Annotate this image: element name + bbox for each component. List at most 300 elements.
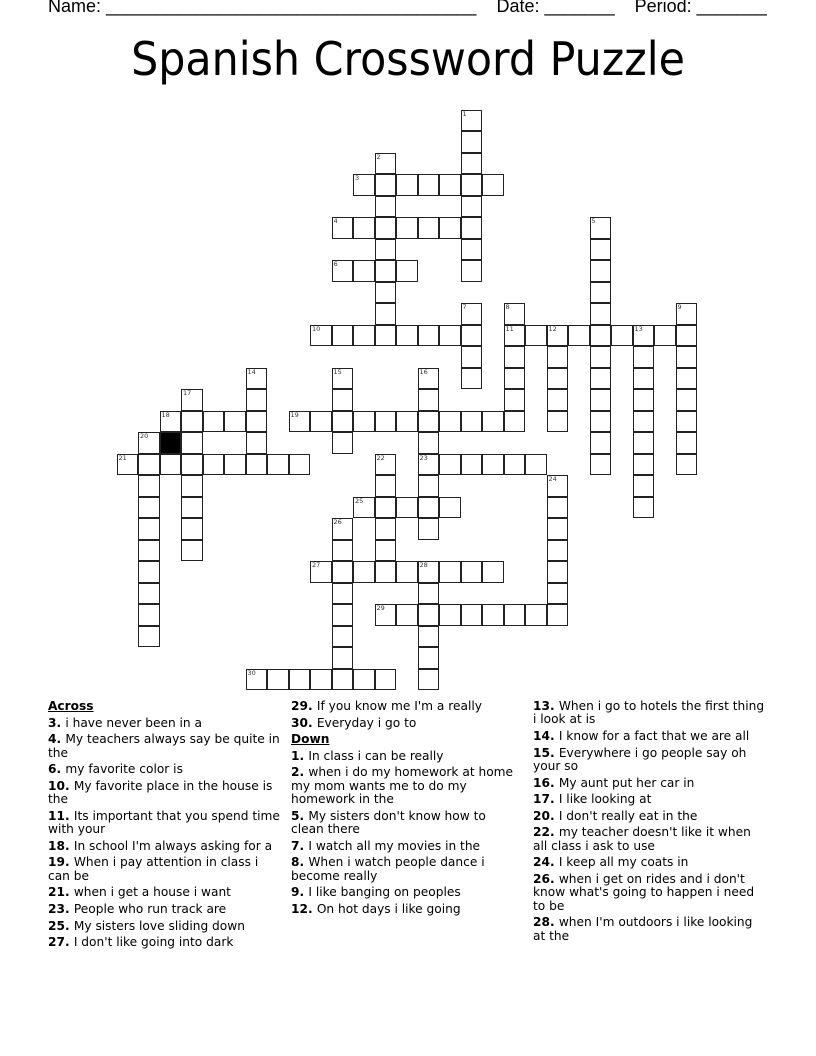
grid-cell[interactable] <box>439 174 461 196</box>
grid-cell[interactable] <box>375 153 397 175</box>
grid-cell[interactable] <box>418 647 440 669</box>
clue-number: 26 <box>333 518 342 526</box>
grid-cell[interactable] <box>138 432 160 454</box>
grid-cell[interactable] <box>375 669 397 691</box>
grid-cell[interactable] <box>289 454 311 476</box>
grid-cell[interactable] <box>375 604 397 626</box>
grid-cell[interactable] <box>332 604 354 626</box>
grid-cell[interactable] <box>461 110 483 132</box>
clue-number: 18 <box>161 410 170 419</box>
grid-cell[interactable] <box>332 647 354 669</box>
clue-number: 25 <box>355 496 364 505</box>
grid-cell[interactable] <box>461 303 483 325</box>
clue-item-text: If you know me I'm a really <box>316 699 482 713</box>
grid-cell[interactable] <box>246 389 268 411</box>
clue-item-number: 9. <box>291 885 309 900</box>
clue-item-text: my favorite color is <box>65 762 183 777</box>
grid-cell[interactable] <box>439 604 461 626</box>
clue-number: 30 <box>247 668 256 677</box>
grid-cell[interactable] <box>590 368 612 390</box>
clue-number: 29 <box>376 604 385 612</box>
grid-cell[interactable] <box>181 518 203 540</box>
grid-cell[interactable] <box>547 604 569 626</box>
grid-cell[interactable] <box>439 325 461 347</box>
black-cell <box>160 432 182 454</box>
grid-cell[interactable] <box>504 411 526 433</box>
grid-cell[interactable] <box>676 454 698 476</box>
grid-cell[interactable] <box>504 454 526 476</box>
grid-cell[interactable] <box>439 411 461 433</box>
clue-number: 16 <box>419 367 428 376</box>
grid-cell[interactable] <box>418 432 440 454</box>
clue-item-text: I watch all my movies in the <box>308 838 481 853</box>
grid-cell[interactable] <box>310 669 332 691</box>
clue-item <box>48 920 280 933</box>
clue-item-number: 12. <box>291 901 317 916</box>
grid-cell[interactable] <box>418 325 440 347</box>
clue-item-number: 21. <box>48 885 74 900</box>
grid-cell[interactable] <box>611 325 633 347</box>
grid-cell[interactable] <box>547 540 569 562</box>
clue-item-number: 27. <box>48 935 74 950</box>
grid-cell[interactable] <box>676 432 698 454</box>
clue-item <box>48 717 280 730</box>
clue-item <box>48 763 280 776</box>
clue-number: 9 <box>677 303 682 311</box>
grid-cell[interactable] <box>375 411 397 433</box>
clue-item-number: 13. <box>533 699 559 713</box>
clue-item-text: My sisters love sliding down <box>73 918 245 933</box>
grid-cell[interactable] <box>590 282 612 304</box>
clue-item-number: 17. <box>533 792 559 807</box>
grid-cell[interactable] <box>418 368 440 390</box>
grid-cell[interactable] <box>461 411 483 433</box>
grid-cell[interactable] <box>676 325 698 347</box>
grid-cell[interactable] <box>676 411 698 433</box>
grid-cell[interactable] <box>332 669 354 691</box>
grid-cell[interactable] <box>547 518 569 540</box>
grid-cell[interactable] <box>396 604 418 626</box>
grid-cell[interactable] <box>461 368 483 390</box>
grid-cell[interactable] <box>590 217 612 239</box>
grid-cell[interactable] <box>138 518 160 540</box>
clue-item-text: My sisters don't know how to clean there <box>291 808 486 837</box>
grid-cell[interactable] <box>332 389 354 411</box>
grid-cell[interactable] <box>353 325 375 347</box>
grid-cell[interactable] <box>590 239 612 261</box>
clue-item-number: 7. <box>291 838 309 853</box>
clue-item <box>533 747 768 774</box>
grid-cell[interactable] <box>418 518 440 540</box>
grid-cell[interactable] <box>482 174 504 196</box>
clue-number: 23 <box>419 453 428 462</box>
grid-cell[interactable] <box>375 196 397 218</box>
clue-item <box>533 730 768 743</box>
grid-cell[interactable] <box>181 497 203 519</box>
grid-cell[interactable] <box>353 174 375 196</box>
grid-cell[interactable] <box>332 411 354 433</box>
grid-cell[interactable] <box>504 346 526 368</box>
grid-cell[interactable] <box>676 303 698 325</box>
grid-cell[interactable] <box>633 346 655 368</box>
clue-item-number: 22. <box>533 825 559 840</box>
grid-cell[interactable] <box>353 260 375 282</box>
clue-item-number: 23. <box>48 901 74 916</box>
grid-cell[interactable] <box>246 368 268 390</box>
grid-cell[interactable] <box>439 217 461 239</box>
name-blank[interactable]: _____________________________________ <box>106 0 477 16</box>
grid-cell[interactable] <box>547 497 569 519</box>
grid-cell[interactable] <box>375 239 397 261</box>
grid-cell[interactable] <box>590 346 612 368</box>
clue-number: 14 <box>247 367 256 376</box>
grid-cell[interactable] <box>439 497 461 519</box>
grid-cell[interactable] <box>246 411 268 433</box>
grid-cell[interactable] <box>547 325 569 347</box>
grid-cell[interactable] <box>332 368 354 390</box>
grid-cell[interactable] <box>375 282 397 304</box>
clue-item-number: 26. <box>533 871 559 886</box>
grid-cell[interactable] <box>181 540 203 562</box>
clue-item <box>533 700 768 727</box>
clue-number: 28 <box>419 561 428 569</box>
grid-cell[interactable] <box>418 561 440 583</box>
clue-number: 17 <box>183 389 192 397</box>
grid-cell[interactable] <box>396 217 418 239</box>
grid-cell[interactable] <box>547 411 569 433</box>
grid-cell[interactable] <box>267 669 289 691</box>
grid-cell[interactable] <box>418 411 440 433</box>
clue-number: 1 <box>462 109 467 118</box>
grid-cell[interactable] <box>654 325 676 347</box>
clue-item-text: Its important that you spend time with your <box>48 808 280 837</box>
date-label: Date: <box>496 0 540 16</box>
grid-cell[interactable] <box>482 454 504 476</box>
grid-cell[interactable] <box>633 454 655 476</box>
grid-cell[interactable] <box>461 604 483 626</box>
grid-cell[interactable] <box>633 432 655 454</box>
grid-cell[interactable] <box>418 174 440 196</box>
grid-cell[interactable] <box>461 239 483 261</box>
grid-cell[interactable] <box>181 454 203 476</box>
grid-cell[interactable] <box>590 432 612 454</box>
grid-cell[interactable] <box>246 454 268 476</box>
clue-item <box>48 733 280 760</box>
grid-cell[interactable] <box>332 626 354 648</box>
clue-item-number: 11. <box>48 808 74 823</box>
grid-cell[interactable] <box>138 583 160 605</box>
clue-number: 2 <box>376 152 381 161</box>
grid-cell[interactable] <box>396 561 418 583</box>
clue-item <box>533 810 768 823</box>
grid-cell[interactable] <box>590 303 612 325</box>
grid-cell[interactable] <box>504 368 526 390</box>
clue-item-text: I like looking at <box>558 792 652 807</box>
page-title: Spanish Crossword Puzzle <box>131 32 685 86</box>
clue-item <box>48 886 280 899</box>
grid-cell[interactable] <box>332 561 354 583</box>
grid-cell[interactable] <box>504 303 526 325</box>
grid-cell[interactable] <box>418 604 440 626</box>
grid-cell[interactable] <box>461 454 483 476</box>
clue-item <box>291 856 521 883</box>
grid-cell[interactable] <box>375 518 397 540</box>
grid-cell[interactable] <box>482 604 504 626</box>
clue-item-number: 6. <box>48 762 66 777</box>
grid-cell[interactable] <box>267 454 289 476</box>
grid-cell[interactable] <box>224 454 246 476</box>
grid-cell[interactable] <box>461 260 483 282</box>
clue-item <box>533 856 768 869</box>
clues-column-2 <box>291 700 521 920</box>
grid-cell[interactable] <box>332 583 354 605</box>
clue-number: 4 <box>333 217 338 225</box>
clue-item-number: 28. <box>533 915 559 930</box>
clue-item-text: when i get on rides and i don't know what's going to happen i need to be <box>533 871 755 913</box>
clue-item <box>48 856 280 883</box>
clue-item-number: 19. <box>48 855 74 870</box>
clue-item <box>291 840 521 853</box>
grid-cell[interactable] <box>504 325 526 347</box>
grid-cell[interactable] <box>246 669 268 691</box>
clue-item-number: 5. <box>291 808 309 823</box>
grid-cell[interactable] <box>568 325 590 347</box>
grid-cell[interactable] <box>590 454 612 476</box>
grid-cell[interactable] <box>676 389 698 411</box>
clue-item <box>533 777 768 790</box>
grid-cell[interactable] <box>676 368 698 390</box>
grid-cell[interactable] <box>461 346 483 368</box>
grid-cell[interactable] <box>396 325 418 347</box>
clue-item <box>48 840 280 853</box>
clue-number: 7 <box>462 303 467 311</box>
grid-cell[interactable] <box>181 389 203 411</box>
grid-cell[interactable] <box>160 411 182 433</box>
clue-item-number: 4. <box>48 732 66 747</box>
grid-cell[interactable] <box>504 389 526 411</box>
clue-item-text: People who run track are <box>73 901 227 916</box>
grid-cell[interactable] <box>289 411 311 433</box>
clue-item <box>533 826 768 853</box>
grid-cell[interactable] <box>504 604 526 626</box>
grid-cell[interactable] <box>353 497 375 519</box>
clue-item-number: 18. <box>48 838 74 853</box>
grid-cell[interactable] <box>181 475 203 497</box>
clue-item-text: In school I'm always asking for a <box>73 838 273 853</box>
grid-cell[interactable] <box>353 561 375 583</box>
grid-cell[interactable] <box>181 411 203 433</box>
clue-item-text: Everywhere i go people say oh your so <box>533 745 747 773</box>
grid-cell[interactable] <box>547 389 569 411</box>
grid-cell[interactable] <box>138 604 160 626</box>
grid-cell[interactable] <box>332 540 354 562</box>
clue-item-number: 2. <box>291 765 309 780</box>
grid-cell[interactable] <box>439 561 461 583</box>
clue-item <box>48 903 280 916</box>
grid-cell[interactable] <box>418 583 440 605</box>
grid-cell[interactable] <box>418 475 440 497</box>
grid-cell[interactable] <box>461 196 483 218</box>
clue-item-number: 16. <box>533 775 559 790</box>
clue-item-number: 25. <box>48 918 74 933</box>
clue-item <box>48 810 280 837</box>
grid-cell[interactable] <box>332 217 354 239</box>
grid-cell[interactable] <box>375 303 397 325</box>
grid-cell[interactable] <box>310 411 332 433</box>
grid-cell[interactable] <box>633 497 655 519</box>
clue-item-text: when i get a house i want <box>73 885 231 900</box>
clue-item <box>533 916 768 943</box>
grid-cell[interactable] <box>138 626 160 648</box>
grid-cell[interactable] <box>181 432 203 454</box>
clue-number: 8 <box>505 303 510 311</box>
grid-cell[interactable] <box>375 174 397 196</box>
grid-cell[interactable] <box>138 454 160 476</box>
grid-cell[interactable] <box>633 325 655 347</box>
grid-cell[interactable] <box>375 540 397 562</box>
grid-cell[interactable] <box>633 368 655 390</box>
grid-cell[interactable] <box>461 153 483 175</box>
grid-cell[interactable] <box>633 475 655 497</box>
grid-cell[interactable] <box>375 217 397 239</box>
grid-cell[interactable] <box>353 411 375 433</box>
grid-cell[interactable] <box>332 260 354 282</box>
grid-cell[interactable] <box>482 561 504 583</box>
grid-cell[interactable] <box>310 561 332 583</box>
grid-cell[interactable] <box>203 454 225 476</box>
clue-heading: Across <box>48 699 94 713</box>
grid-cell[interactable] <box>396 174 418 196</box>
clue-number: 13 <box>634 324 643 333</box>
grid-cell[interactable] <box>590 325 612 347</box>
grid-cell[interactable] <box>289 669 311 691</box>
clue-item <box>291 717 521 730</box>
clue-number: 3 <box>355 174 360 182</box>
grid-cell[interactable] <box>590 389 612 411</box>
grid-cell[interactable] <box>138 540 160 562</box>
grid-cell[interactable] <box>375 454 397 476</box>
grid-cell[interactable] <box>375 497 397 519</box>
clue-number: 5 <box>591 217 596 225</box>
grid-cell[interactable] <box>590 411 612 433</box>
grid-cell[interactable] <box>203 411 225 433</box>
clues-column-3 <box>533 700 768 946</box>
clue-item-text: My aunt put her car in <box>558 775 695 790</box>
grid-cell[interactable] <box>590 260 612 282</box>
clue-item <box>291 886 521 899</box>
grid-cell[interactable] <box>138 475 160 497</box>
clue-item-number: 3. <box>48 715 66 730</box>
grid-cell[interactable] <box>353 217 375 239</box>
grid-cell[interactable] <box>418 497 440 519</box>
grid-cell[interactable] <box>633 411 655 433</box>
grid-cell[interactable] <box>396 497 418 519</box>
grid-cell[interactable] <box>676 346 698 368</box>
grid-cell[interactable] <box>547 475 569 497</box>
grid-cell[interactable] <box>396 260 418 282</box>
clue-item-number: 14. <box>533 729 559 743</box>
clue-item <box>48 780 280 807</box>
grid-cell[interactable] <box>375 325 397 347</box>
clue-item <box>533 873 768 913</box>
grid-cell[interactable] <box>439 454 461 476</box>
grid-cell[interactable] <box>375 475 397 497</box>
clue-item-number: 8. <box>291 855 309 870</box>
grid-cell[interactable] <box>224 411 246 433</box>
clue-number: 22 <box>376 453 385 462</box>
clue-item-text: i have never been in a <box>65 715 202 730</box>
grid-cell[interactable] <box>418 389 440 411</box>
grid-cell[interactable] <box>547 583 569 605</box>
clue-item-text: when I'm outdoors i like looking at the <box>533 915 753 943</box>
grid-cell[interactable] <box>246 432 268 454</box>
grid-cell[interactable] <box>418 454 440 476</box>
grid-cell[interactable] <box>461 174 483 196</box>
clue-number: 12 <box>548 324 557 333</box>
clue-item <box>291 766 521 806</box>
grid-cell[interactable] <box>332 432 354 454</box>
grid-cell[interactable] <box>547 561 569 583</box>
grid-cell[interactable] <box>353 669 375 691</box>
grid-cell[interactable] <box>138 561 160 583</box>
grid-cell[interactable] <box>461 217 483 239</box>
clue-item-number: 1. <box>291 748 309 763</box>
name-label: Name: <box>48 0 102 16</box>
clue-item-text: I like banging on peoples <box>308 885 461 900</box>
grid-cell[interactable] <box>310 325 332 347</box>
grid-cell[interactable] <box>525 325 547 347</box>
grid-cell[interactable] <box>525 454 547 476</box>
grid-cell[interactable] <box>482 411 504 433</box>
grid-cell[interactable] <box>525 604 547 626</box>
grid-cell[interactable] <box>547 346 569 368</box>
grid-cell[interactable] <box>418 669 440 691</box>
grid-cell[interactable] <box>633 389 655 411</box>
grid-cell[interactable] <box>375 260 397 282</box>
grid-cell[interactable] <box>461 325 483 347</box>
clue-number: 10 <box>312 324 321 333</box>
clue-item-text: I don't like going into dark <box>73 935 234 950</box>
grid-cell[interactable] <box>396 411 418 433</box>
clue-number: 6 <box>333 260 338 268</box>
grid-cell[interactable] <box>332 518 354 540</box>
clue-item <box>48 936 280 949</box>
period-label: Period: <box>634 0 692 16</box>
clue-item-text: My favorite place in the house is the <box>48 778 273 807</box>
grid-cell[interactable] <box>461 131 483 153</box>
grid-cell[interactable] <box>547 368 569 390</box>
grid-cell[interactable] <box>332 325 354 347</box>
clue-item-text: Everyday i go to <box>316 715 417 730</box>
clue-item-number: 29. <box>291 699 317 713</box>
clue-item <box>291 700 521 713</box>
date-blank[interactable]: _______ <box>544 0 615 16</box>
period-blank[interactable]: _______ <box>696 0 767 16</box>
grid-cell[interactable] <box>375 561 397 583</box>
clue-number: 19 <box>290 410 299 419</box>
clue-item-text: My teachers always say be quite in the <box>48 732 280 760</box>
clue-number: 21 <box>118 453 127 462</box>
grid-cell[interactable] <box>461 561 483 583</box>
clue-item-number: 20. <box>533 808 559 823</box>
grid-cell[interactable] <box>138 497 160 519</box>
clue-item-number: 30. <box>291 715 317 730</box>
clue-item-text: In class i can be really <box>308 748 444 763</box>
grid-cell[interactable] <box>160 454 182 476</box>
grid-cell[interactable] <box>418 626 440 648</box>
grid-cell[interactable] <box>418 217 440 239</box>
grid-cell[interactable] <box>117 454 139 476</box>
